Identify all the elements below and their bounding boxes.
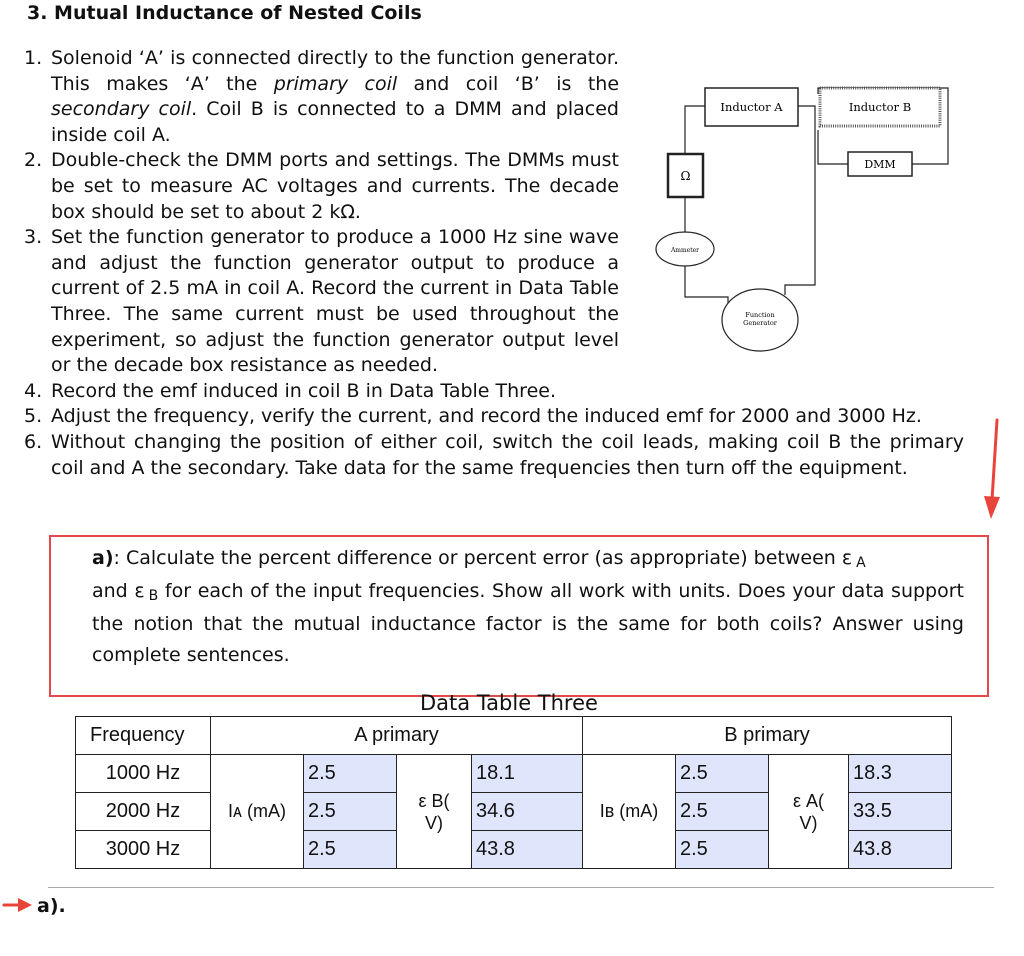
inductor-b-label: Inductor B <box>848 100 912 114</box>
step-3 <box>24 225 619 379</box>
step-text-italic: primary coil <box>273 72 398 95</box>
step-6 <box>24 430 964 481</box>
data-table-three <box>75 716 952 869</box>
arrow-down-icon <box>982 418 1004 522</box>
table-header-row <box>76 717 952 755</box>
table-title: Data Table Three <box>420 691 598 715</box>
ea-value: 18.3 <box>849 755 952 793</box>
table-row <box>76 755 952 793</box>
ea-label-line1: ε A( <box>792 790 825 811</box>
function-generator-label-2: Generator <box>743 319 777 327</box>
dmm-label: DMM <box>864 158 896 171</box>
ea-label <box>769 755 849 869</box>
step-number: 1. <box>24 47 43 69</box>
step-number: 5. <box>24 405 43 428</box>
inductor-a <box>705 88 798 126</box>
eb-label-line2: V) <box>425 812 443 833</box>
ia-label: Iᴀ (mA) <box>211 755 304 869</box>
eb-value: 34.6 <box>472 793 583 831</box>
function-generator <box>722 289 798 351</box>
ammeter-label: Ammeter <box>670 247 700 254</box>
ia-value: 2.5 <box>304 793 397 831</box>
ib-value: 2.5 <box>676 831 769 869</box>
step-text: . Coil B is connected to a DMM and placed inside coil A. <box>51 98 619 146</box>
question-box <box>49 535 989 697</box>
ib-value: 2.5 <box>676 755 769 793</box>
section-title: 3. Mutual Inductance of Nested Coils <box>27 2 422 24</box>
question-part: : Calculate the percent difference or percent error (as appropriate) between ε <box>113 547 853 569</box>
decade-box <box>668 154 703 197</box>
freq-cell: 2000 Hz <box>76 793 211 831</box>
step-text: Double-check the DMM ports and settings. The DMMs must be set to measure AC voltages and currents. The decade box should be set to about 2 kΩ. <box>51 149 619 223</box>
ammeter <box>656 232 714 266</box>
ea-label-line2: V) <box>799 812 818 833</box>
question-part: for each of the input frequencies. Show all work with units. Does your data support the notion that the mutual inductance factor is the same for both coils? Answer using complete sentences. <box>92 580 965 666</box>
step-number: 4. <box>24 379 43 402</box>
answer-label: a). <box>37 895 66 917</box>
eb-value: 18.1 <box>472 755 583 793</box>
freq-cell: 3000 Hz <box>76 831 211 869</box>
step-text: Adjust the frequency, verify the current, and record the induced emf for 2000 and 3000 Hz. <box>51 405 922 428</box>
divider <box>48 887 994 888</box>
header-frequency: Frequency <box>76 717 211 755</box>
ea-value: 43.8 <box>849 831 952 869</box>
step-1 <box>24 46 619 148</box>
question-label: a) <box>92 547 114 569</box>
step-text-italic: secondary coil <box>51 98 192 121</box>
step-number: 2. <box>24 149 43 172</box>
ib-label: Iʙ (mA) <box>583 755 676 869</box>
step-text: Record the emf induced in coil B in Data Table Three. <box>51 379 556 402</box>
question-part: and ε <box>92 580 145 602</box>
step-text: and coil ‘B’ is the <box>397 72 620 95</box>
function-generator-label-1: Function <box>745 311 775 319</box>
ia-value: 2.5 <box>304 831 397 869</box>
header-b-primary: B primary <box>583 717 952 755</box>
circuit-diagram <box>650 80 950 370</box>
ohm-symbol: Ω <box>680 169 691 183</box>
question-text <box>92 543 964 671</box>
ib-value: 2.5 <box>676 793 769 831</box>
step-text: Set the function generator to produce a 1000 Hz sine wave and adjust the function generator output to produce a current of 2.5 mA in coil A. Record the current in Data Table Three. The same current must be used throughout the experiment, so adjust the function generator output level or the decade box resistance as needed. <box>51 226 619 377</box>
step-text: Without changing the position of either coil, switch the coil leads, making coil B the primary coil and A the secondary. Take data for the same frequencies then turn off the equipment. <box>51 430 964 479</box>
step-2 <box>24 148 619 225</box>
arrow-right-icon <box>2 897 34 913</box>
eb-label-line1: ε B( <box>418 790 450 811</box>
inductor-b <box>820 88 940 126</box>
eb-value: 43.8 <box>472 831 583 869</box>
header-a-primary: A primary <box>211 717 583 755</box>
step-5 <box>24 404 964 430</box>
step-text: Solenoid ‘A’ is connected directly to the function generator. This makes ‘A’ the <box>51 47 619 95</box>
freq-cell: 1000 Hz <box>76 755 211 793</box>
step-number: 3. <box>24 226 43 249</box>
inductor-a-label: Inductor A <box>720 100 783 114</box>
ia-value: 2.5 <box>304 755 397 793</box>
step-number: 6. <box>24 430 43 453</box>
ea-value: 33.5 <box>849 793 952 831</box>
dmm-meter <box>848 152 912 176</box>
eb-label <box>397 755 472 869</box>
subscript-a: A <box>856 555 866 571</box>
step-4 <box>24 379 964 405</box>
subscript-b: B <box>148 588 159 604</box>
